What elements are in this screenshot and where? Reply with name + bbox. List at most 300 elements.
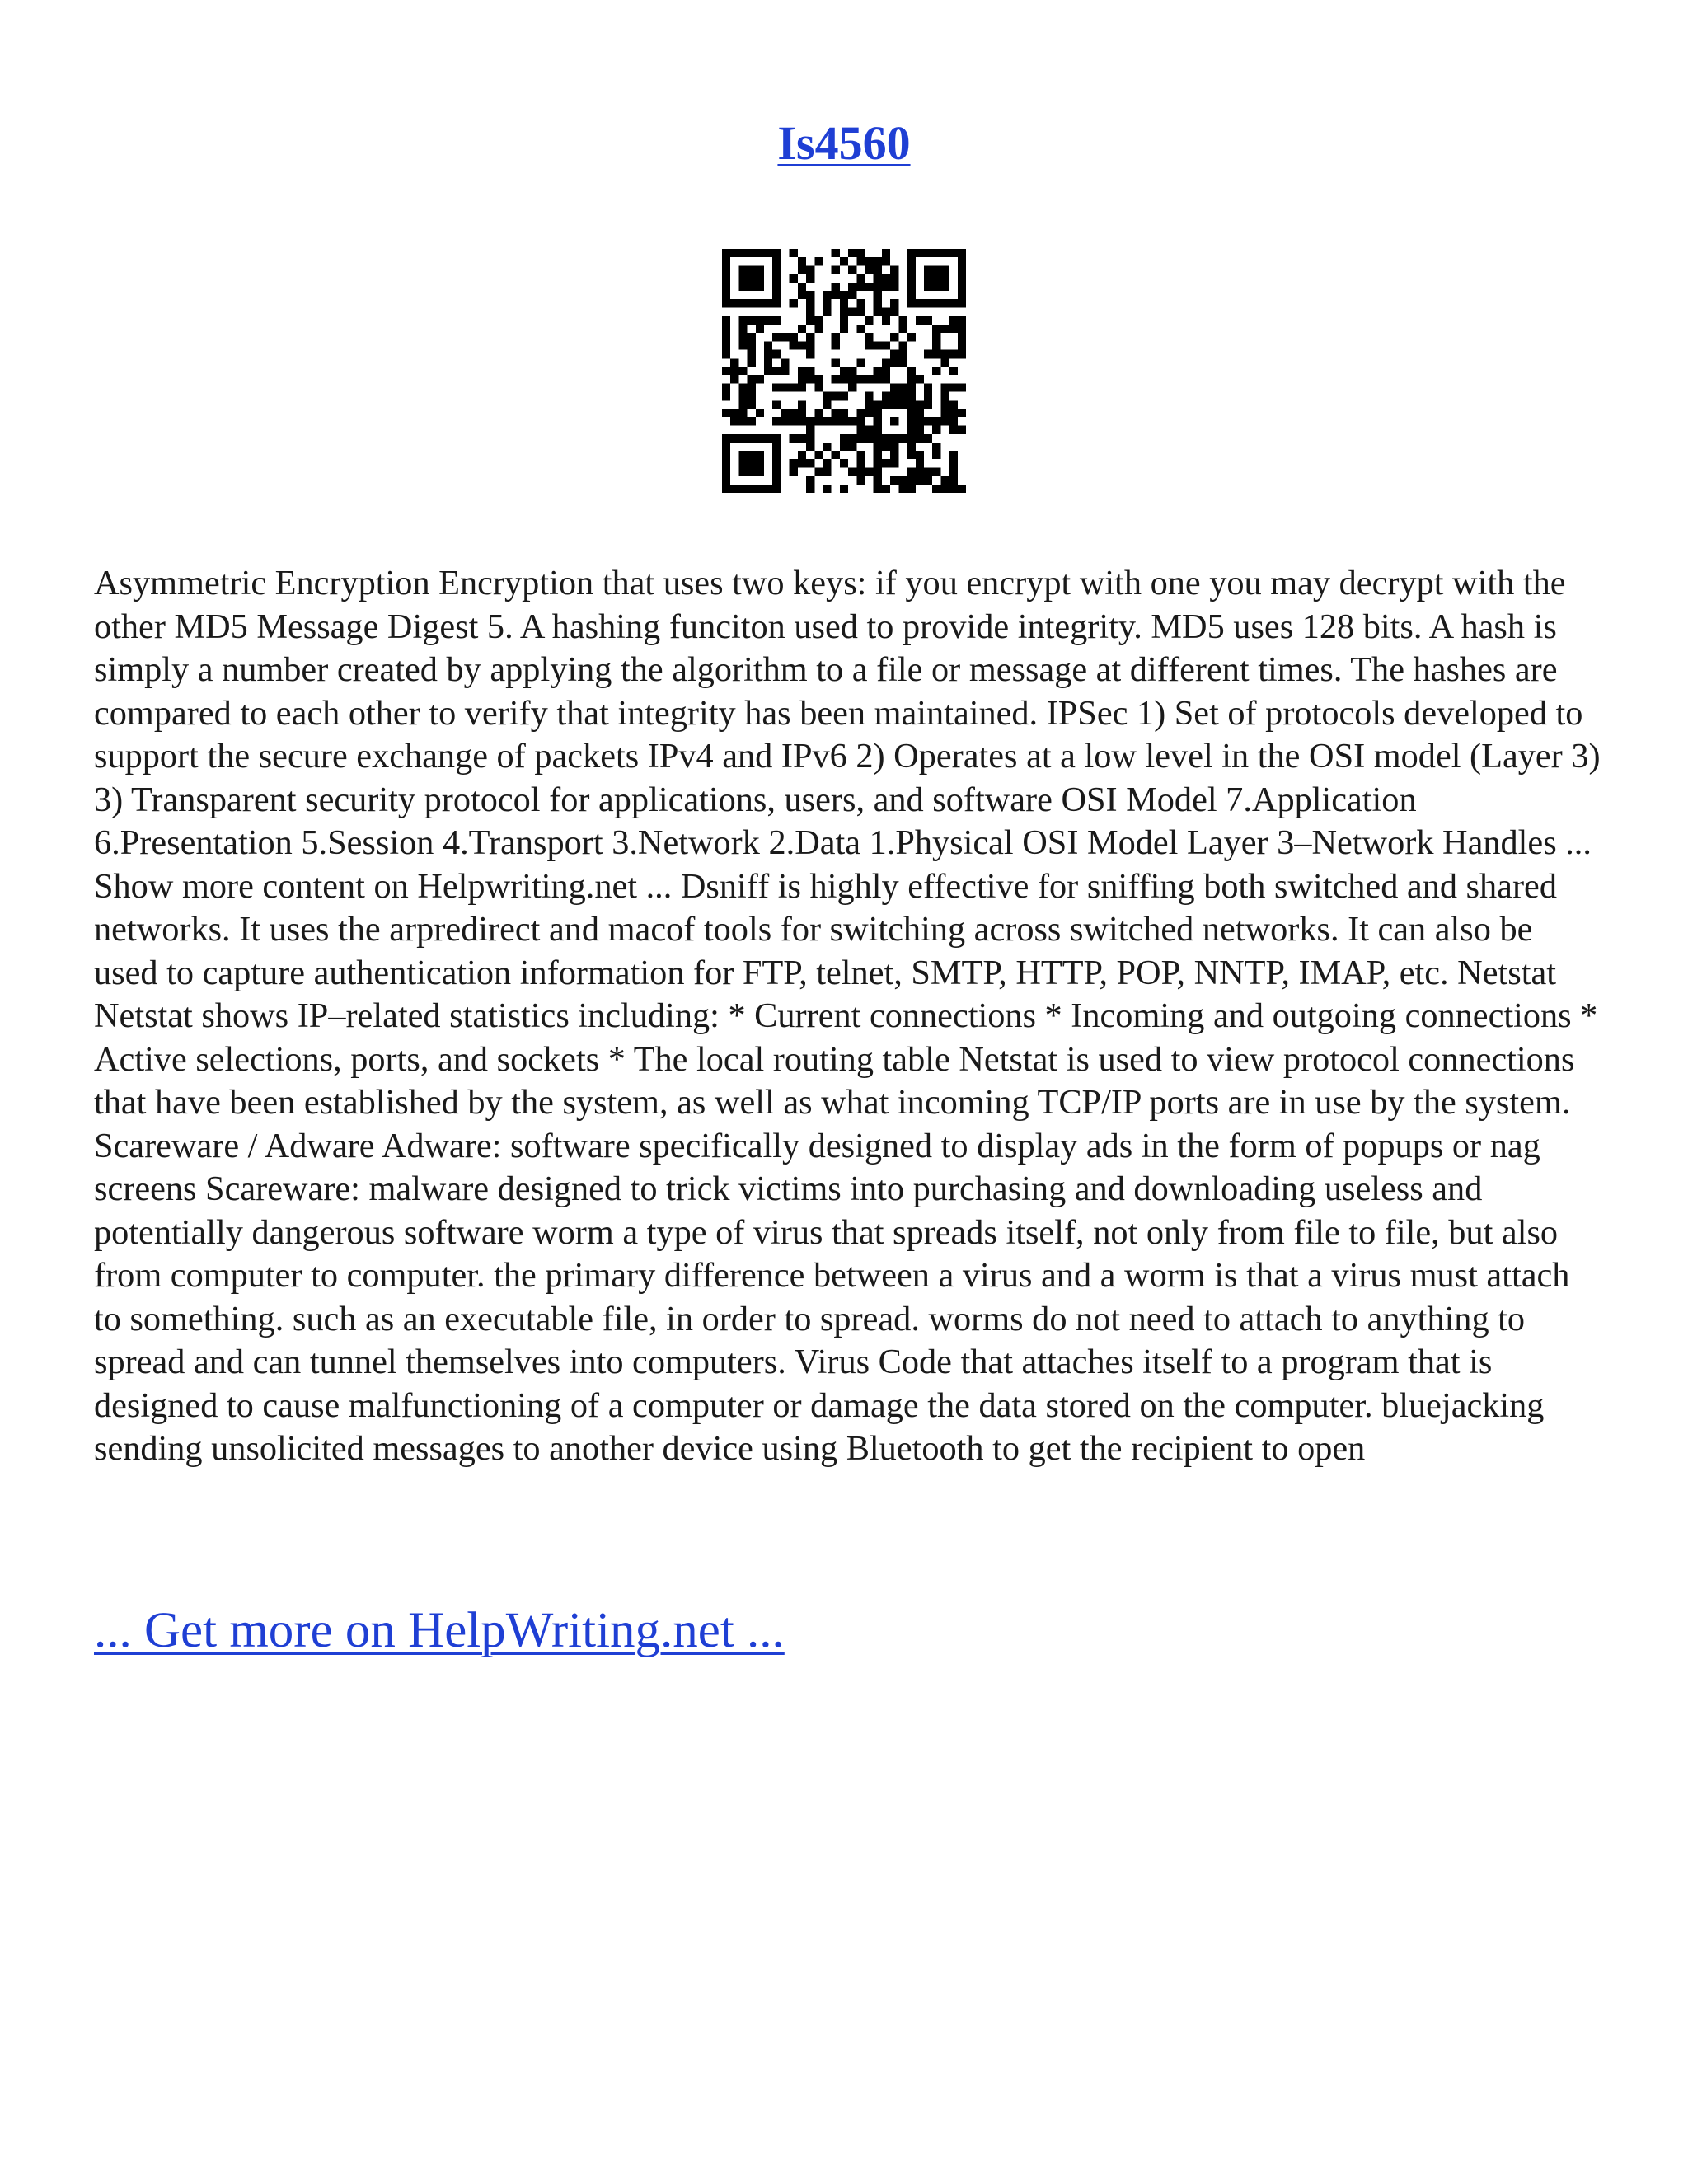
qr-module [865, 333, 874, 341]
qr-module [950, 401, 958, 409]
qr-module [924, 383, 932, 391]
qr-module [865, 392, 874, 401]
qr-module [882, 443, 890, 451]
qr-module [756, 283, 764, 291]
qr-module [882, 485, 890, 493]
qr-module [738, 451, 747, 459]
qr-module [874, 367, 882, 375]
qr-module [907, 392, 916, 401]
qr-module [950, 325, 958, 333]
qr-module [874, 409, 882, 417]
qr-module [748, 316, 756, 325]
qr-module [848, 443, 856, 451]
qr-module [932, 443, 940, 451]
qr-module [940, 417, 949, 425]
qr-module [958, 316, 966, 325]
qr-module [730, 359, 738, 367]
qr-module [890, 451, 898, 459]
qr-module [832, 341, 840, 349]
qr-module [722, 265, 730, 274]
qr-module [882, 257, 890, 265]
qr-module [756, 485, 764, 493]
qr-module [924, 401, 932, 409]
qr-module [916, 417, 924, 425]
qr-module [832, 265, 840, 274]
qr-module [722, 467, 730, 476]
qr-module [798, 367, 806, 375]
qr-module [856, 359, 865, 367]
qr-module [932, 333, 940, 341]
qr-module [730, 485, 738, 493]
qr-module [865, 409, 874, 417]
qr-module [890, 476, 898, 485]
qr-module [832, 359, 840, 367]
qr-module [748, 383, 756, 391]
qr-module [958, 383, 966, 391]
qr-module [748, 274, 756, 283]
qr-module [924, 299, 932, 307]
qr-module [730, 375, 738, 383]
qr-module [772, 383, 781, 391]
qr-module [898, 341, 907, 349]
qr-module [730, 417, 738, 425]
qr-module [940, 383, 949, 391]
qr-module [907, 425, 916, 434]
qr-module [772, 333, 781, 341]
qr-module [840, 367, 848, 375]
qr-module [898, 325, 907, 333]
qr-module [932, 349, 940, 358]
qr-module [738, 401, 747, 409]
qr-module [932, 417, 940, 425]
qr-module [950, 316, 958, 325]
qr-module [748, 485, 756, 493]
qr-module [806, 459, 814, 467]
qr-module [907, 434, 916, 443]
qr-module [856, 434, 865, 443]
qr-module [950, 383, 958, 391]
qr-module [722, 249, 730, 257]
qr-module [730, 249, 738, 257]
qr-module [932, 283, 940, 291]
qr-module [840, 291, 848, 299]
qr-module [848, 265, 856, 274]
qr-module [932, 325, 940, 333]
qr-module [874, 401, 882, 409]
qr-module [722, 451, 730, 459]
qr-module [790, 341, 798, 349]
qr-module [874, 476, 882, 485]
qr-module [958, 349, 966, 358]
qr-module [907, 375, 916, 383]
qr-module [907, 333, 916, 341]
qr-module [840, 392, 848, 401]
qr-module [890, 333, 898, 341]
qr-module [907, 485, 916, 493]
qr-module [748, 392, 756, 401]
qr-module [738, 249, 747, 257]
qr-module [756, 274, 764, 283]
qr-module [772, 476, 781, 485]
qr-module [814, 417, 823, 425]
qr-module [856, 467, 865, 476]
qr-module [823, 467, 831, 476]
qr-module [772, 401, 781, 409]
qr-module [814, 409, 823, 417]
qr-module [882, 316, 890, 325]
qr-module [798, 459, 806, 467]
qr-module [806, 417, 814, 425]
qr-module [874, 485, 882, 493]
qr-module [823, 443, 831, 451]
qr-module [722, 434, 730, 443]
get-more-link[interactable]: ... Get more on HelpWriting.net ... [94, 1603, 785, 1658]
qr-module [772, 367, 781, 375]
qr-module [772, 316, 781, 325]
qr-module [764, 316, 772, 325]
qr-module [748, 417, 756, 425]
qr-module [748, 341, 756, 349]
qr-module [840, 443, 848, 451]
qr-module [916, 425, 924, 434]
qr-module [756, 459, 764, 467]
qr-module [932, 425, 940, 434]
qr-module [916, 476, 924, 485]
qr-module [932, 274, 940, 283]
qr-module [856, 451, 865, 459]
qr-module [748, 265, 756, 274]
qr-module [865, 467, 874, 476]
qr-module [832, 417, 840, 425]
qr-module [722, 333, 730, 341]
qr-module [924, 467, 932, 476]
qr-module [772, 249, 781, 257]
qr-module [823, 401, 831, 409]
qr-module [907, 274, 916, 283]
qr-module [890, 401, 898, 409]
qr-module [738, 367, 747, 375]
document-body-text: Asymmetric Encryption Encryption that uses two keys: if you encrypt with one you may decrypt with the other MD5 Message Digest 5. A hashing funciton used to provide integrity. MD5 uses 128 bits. A hash is simply a number created by applying the algorithm to a file or message at different times. The hashes are compared to each other to verify that integrity has been maintained. IPSec 1) Set of protocols developed to support the secure exchange of packets IPv4 and IPv6 2) Operates at a low level in the OSI model (Layer 3) 3) Transparent security protocol for applications, users, and software OSI Model 7.Application 6.Presentation 5.Session 4.Transport 3.Network 2.Data 1.Physical OSI Model Layer 3–Network Handles ... Show more content on Helpwriting.net ... Dsniff is highly effective for sniffing both switched and shared networks. It uses the arpredirect and macof tools for switching across switched networks. It can also be used to capture authentication information for FTP, telnet, SMTP, HTTP, POP, NNTP, IMAP, etc. Netstat Netstat shows IP–related statistics including: * Current connections * Incoming and outgoing connections * Active selections, ports, and sockets * The local routing table Netstat is used to view protocol connections that have been established by the system, as well as what incoming TCP/IP ports are in use by the system. Scareware / Adware Adware: software specifically designed to display ads in the form of popups or nag screens Scareware: malware designed to trick victims into purchasing and downloading useless and potentially dangerous software worm a type of virus that spreads itself, not only from file to file, but also from computer to computer. the primary difference between a virus and a worm is that a virus must attach to something. such as an executable file, in order to spread. worms do not need to attach to anything to spread and can tunnel themselves into computers. Virus Code that attaches itself to a program that is designed to cause malfunctioning of a computer or damage the data stored on the computer. bluejacking sending unsolicited messages to another device using Bluetooth to get the recipient to open [94, 564, 1601, 1468]
qr-module [898, 434, 907, 443]
qr-module [874, 459, 882, 467]
qr-module [950, 485, 958, 493]
qr-module [748, 333, 756, 341]
qr-module [916, 249, 924, 257]
qr-module [907, 283, 916, 291]
qr-module [890, 417, 898, 425]
qr-module [781, 367, 789, 375]
qr-module [940, 359, 949, 367]
qr-module [924, 283, 932, 291]
qr-module [932, 485, 940, 493]
qr-module [856, 249, 865, 257]
qr-module [772, 485, 781, 493]
qr-module [840, 299, 848, 307]
qr-module [832, 333, 840, 341]
qr-module [856, 375, 865, 383]
qr-module [840, 434, 848, 443]
qr-module [798, 434, 806, 443]
qr-module [865, 257, 874, 265]
qr-module [730, 367, 738, 375]
qr-module [790, 417, 798, 425]
qr-module [756, 265, 764, 274]
qr-module [756, 467, 764, 476]
qr-module [806, 485, 814, 493]
qr-module [848, 417, 856, 425]
qr-module [814, 316, 823, 325]
qr-module [764, 359, 772, 367]
qr-module [940, 409, 949, 417]
qr-module [840, 325, 848, 333]
qr-module [738, 434, 747, 443]
qr-module [832, 409, 840, 417]
qr-module [950, 459, 958, 467]
qr-module [898, 485, 907, 493]
qr-module [823, 485, 831, 493]
qr-module [738, 283, 747, 291]
qr-module [738, 299, 747, 307]
qr-module [798, 283, 806, 291]
qr-module [848, 283, 856, 291]
qr-module [832, 375, 840, 383]
qr-module [865, 341, 874, 349]
qr-module [950, 367, 958, 375]
qr-module [907, 467, 916, 476]
qr-module [772, 265, 781, 274]
qr-module [882, 392, 890, 401]
qr-module [916, 409, 924, 417]
qr-module [814, 383, 823, 391]
qr-module [748, 283, 756, 291]
qr-code-graphic [722, 249, 966, 493]
qr-module [823, 417, 831, 425]
qr-module [874, 283, 882, 291]
qr-module [856, 274, 865, 283]
qr-module [932, 341, 940, 349]
qr-module [890, 383, 898, 391]
qr-module [790, 383, 798, 391]
qr-module [882, 401, 890, 409]
qr-module [874, 443, 882, 451]
qr-module [848, 367, 856, 375]
qr-module [924, 476, 932, 485]
qr-module [748, 434, 756, 443]
qr-module [738, 485, 747, 493]
qr-module [916, 375, 924, 383]
qr-module [907, 383, 916, 391]
qr-module [764, 249, 772, 257]
qr-module [882, 359, 890, 367]
qr-module [907, 401, 916, 409]
qr-module [950, 451, 958, 459]
qr-module [772, 451, 781, 459]
qr-module [950, 249, 958, 257]
qr-module [722, 392, 730, 401]
qr-module [806, 434, 814, 443]
qr-module [756, 375, 764, 383]
qr-module [806, 274, 814, 283]
qr-module [958, 325, 966, 333]
qr-module [940, 283, 949, 291]
qr-module [764, 367, 772, 375]
qr-module [865, 283, 874, 291]
qr-module [907, 409, 916, 417]
qr-module [940, 299, 949, 307]
qr-module [882, 249, 890, 257]
qr-module [940, 392, 949, 401]
qr-module [940, 274, 949, 283]
qr-module [907, 249, 916, 257]
qr-module [924, 392, 932, 401]
title-container [0, 115, 1688, 171]
qr-module [722, 459, 730, 467]
qr-module [814, 375, 823, 383]
qr-module [950, 349, 958, 358]
qr-module [848, 434, 856, 443]
qr-module [756, 325, 764, 333]
qr-module [823, 459, 831, 467]
qr-module [940, 401, 949, 409]
qr-module [907, 451, 916, 459]
qr-module [798, 341, 806, 349]
qr-module [882, 341, 890, 349]
qr-module [781, 333, 789, 341]
qr-module [924, 249, 932, 257]
qr-module [806, 367, 814, 375]
qr-module [790, 434, 798, 443]
qr-module [890, 283, 898, 291]
qr-module [856, 476, 865, 485]
qr-module [874, 341, 882, 349]
qr-module [756, 316, 764, 325]
qr-module [722, 316, 730, 325]
qr-module [907, 291, 916, 299]
qr-module [874, 257, 882, 265]
qr-module [772, 291, 781, 299]
qr-module [950, 476, 958, 485]
qr-module [890, 307, 898, 316]
qr-module [940, 325, 949, 333]
qr-module [772, 257, 781, 265]
qr-module [722, 291, 730, 299]
qr-module [924, 274, 932, 283]
qr-module [898, 392, 907, 401]
qr-module [882, 375, 890, 383]
qr-module [958, 425, 966, 434]
qr-module [924, 265, 932, 274]
qr-module [756, 451, 764, 459]
qr-module [738, 409, 747, 417]
qr-module [764, 349, 772, 358]
qr-module [882, 274, 890, 283]
qr-module [907, 257, 916, 265]
qr-module [924, 434, 932, 443]
qr-module [806, 316, 814, 325]
qr-module [840, 459, 848, 467]
qr-module [798, 375, 806, 383]
qr-module [722, 367, 730, 375]
qr-module [856, 299, 865, 307]
qr-module [730, 434, 738, 443]
qr-module [722, 299, 730, 307]
qr-module [882, 367, 890, 375]
qr-module [907, 476, 916, 485]
qr-module [748, 459, 756, 467]
qr-module [722, 443, 730, 451]
qr-module [798, 265, 806, 274]
qr-module [790, 249, 798, 257]
qr-module [890, 434, 898, 443]
qr-module [772, 443, 781, 451]
qr-module [823, 307, 831, 316]
qr-module [722, 485, 730, 493]
qr-module [874, 434, 882, 443]
qr-module [890, 274, 898, 283]
qr-module [772, 467, 781, 476]
qr-module [806, 299, 814, 307]
qr-module [958, 299, 966, 307]
qr-module [781, 417, 789, 425]
qr-module [798, 451, 806, 459]
qr-module [806, 265, 814, 274]
qr-module [722, 409, 730, 417]
qr-module [772, 274, 781, 283]
qr-module [722, 274, 730, 283]
qr-module [790, 299, 798, 307]
qr-module [748, 401, 756, 409]
qr-module [865, 316, 874, 325]
qr-module [798, 291, 806, 299]
qr-module [848, 375, 856, 383]
qr-module [781, 359, 789, 367]
qr-module [823, 299, 831, 307]
qr-module [874, 291, 882, 299]
qr-module [790, 274, 798, 283]
qr-module [806, 307, 814, 316]
qr-module [806, 375, 814, 383]
qr-module [890, 349, 898, 358]
qr-module [772, 299, 781, 307]
qr-module [738, 274, 747, 283]
qr-module [806, 341, 814, 349]
document-title-link[interactable]: Is4560 [777, 116, 911, 170]
qr-module [798, 417, 806, 425]
qr-module [738, 417, 747, 425]
qr-module [940, 265, 949, 274]
qr-module [772, 459, 781, 467]
qr-module [806, 425, 814, 434]
qr-module [874, 307, 882, 316]
qr-module [950, 409, 958, 417]
qr-module [882, 307, 890, 316]
qr-module [907, 443, 916, 451]
qr-module [950, 425, 958, 434]
qr-module [722, 383, 730, 391]
qr-module [832, 283, 840, 291]
qr-module [940, 249, 949, 257]
qr-module [748, 359, 756, 367]
qr-module [916, 451, 924, 459]
qr-module [958, 333, 966, 341]
qr-module [832, 291, 840, 299]
qr-module [907, 367, 916, 375]
qr-module [874, 425, 882, 434]
qr-module [916, 459, 924, 467]
qr-module [898, 359, 907, 367]
qr-module [932, 299, 940, 307]
qr-module [874, 265, 882, 274]
